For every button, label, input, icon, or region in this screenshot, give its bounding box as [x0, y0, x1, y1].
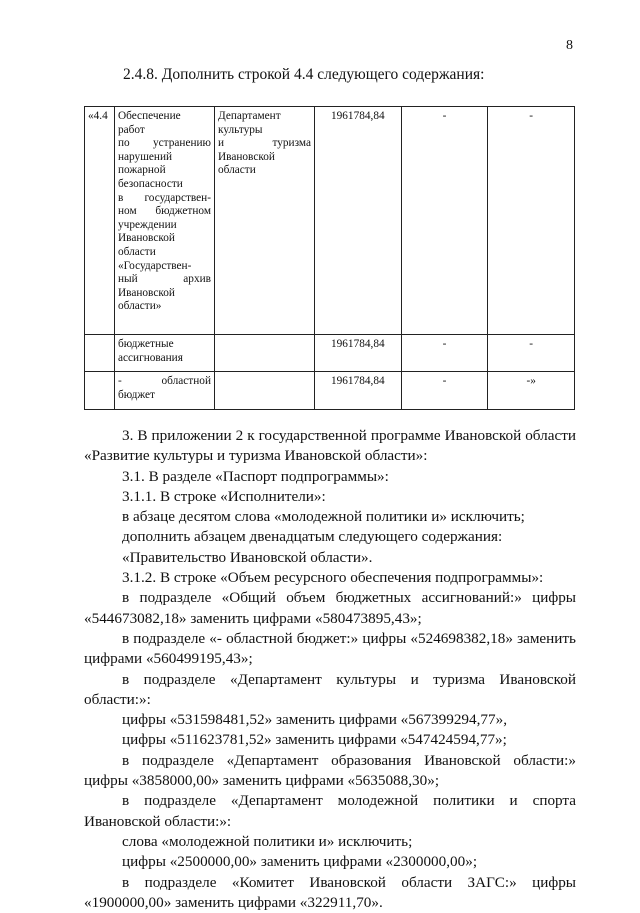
- cell-line: Ивановской: [118, 286, 175, 299]
- body-text: [84, 426, 576, 913]
- cell-line: бюджетные: [118, 338, 174, 350]
- year3-cell: -: [488, 107, 575, 335]
- cell-line: области: [118, 245, 156, 258]
- page-number: 8: [566, 38, 573, 53]
- year3-cell: -»: [488, 372, 575, 410]
- cell-line: культуры: [218, 123, 263, 136]
- cell-line: Обеспечение: [118, 110, 181, 122]
- executor-cell: [215, 107, 315, 335]
- amount-cell: 1961784,84: [315, 335, 402, 372]
- cell-line: нарушений: [118, 150, 173, 163]
- body-paragraph: в подразделе «Общий объем бюджетных ассигнований:» цифры «544673082,18» заменить цифрами «580473895,43»;: [84, 589, 576, 627]
- cell-line: пожарной: [118, 164, 166, 177]
- body-paragraph: в подразделе «Департамент образования Ивановской области:» цифры «3858000,00» заменить цифрами «5635088,30»;: [84, 751, 576, 790]
- row-name-cell: [115, 372, 215, 410]
- body-paragraph: цифры «531598481,52» заменить цифрами «567399294,77»,: [122, 711, 507, 729]
- body-paragraph: в подразделе «Департамент культуры и туризма Ивановской области:»:: [84, 670, 576, 708]
- cell-line: в государствен-: [118, 191, 211, 204]
- cell-line: бюджет: [118, 388, 155, 401]
- body-paragraph: цифры «2500000,00» заменить цифрами «2300000,00»;: [122, 853, 478, 871]
- body-paragraph: цифры «511623781,52» заменить цифрами «547424594,77»;: [122, 731, 507, 749]
- cell-line: ный архив: [118, 273, 211, 286]
- cell-line: ном бюджетном: [118, 205, 211, 218]
- body-paragraph: дополнить абзацем двенадцатым следующего содержания:: [122, 528, 503, 546]
- table-row: [85, 335, 575, 372]
- executor-cell: [215, 372, 315, 410]
- cell-line: Ивановской: [118, 232, 175, 245]
- body-paragraph: в подразделе «- областной бюджет:» цифры «524698382,18» заменить цифрами «560499195,43»;: [84, 629, 576, 668]
- cell-line: «Государствен-: [118, 259, 192, 272]
- table-row: [85, 107, 575, 335]
- body-paragraph: 3.1. В разделе «Паспорт подпрограммы»:: [122, 467, 389, 485]
- body-paragraph: в абзаце десятом слова «молодежной политики и» исключить;: [122, 508, 525, 526]
- body-paragraph: 3.1.2. В строке «Объем ресурсного обеспечения подпрограммы»:: [122, 569, 544, 587]
- body-paragraph: 3. В приложении 2 к государственной программе Ивановской области «Развитие культуры и туризма Ивановской области»:: [84, 427, 576, 465]
- year3-cell: -: [488, 335, 575, 372]
- year2-cell: -: [401, 107, 488, 335]
- amount-cell: 1961784,84: [315, 372, 402, 410]
- body-paragraph: в подразделе «Комитет Ивановской области ЗАГС:» цифры «1900000,00» заменить цифрами «322911,70».: [84, 873, 576, 911]
- cell-line: ассигнования: [118, 351, 183, 364]
- cell-line: по устранению: [118, 137, 211, 150]
- cell-line: Департамент: [218, 110, 281, 122]
- cell-line: области»: [118, 300, 162, 313]
- table-row: [85, 372, 575, 410]
- amendment-table: [84, 106, 575, 410]
- row-number-cell: [85, 335, 115, 372]
- cell-line: области: [218, 164, 256, 177]
- cell-line: учреждении: [118, 218, 177, 231]
- row-number-cell: [85, 372, 115, 410]
- cell-line: - областной: [118, 375, 211, 387]
- body-paragraph: «Правительство Ивановской области».: [122, 548, 373, 566]
- cell-line: и туризма: [218, 137, 311, 150]
- year2-cell: -: [401, 335, 488, 372]
- cell-line: Ивановской: [218, 150, 275, 163]
- body-paragraph: 3.1.1. В строке «Исполнители»:: [122, 487, 326, 505]
- executor-cell: [215, 335, 315, 372]
- year2-cell: -: [401, 372, 488, 410]
- amendment-heading: 2.4.8. Дополнить строкой 4.4 следующего содержания:: [123, 66, 485, 83]
- row-name-cell: [115, 107, 215, 335]
- body-paragraph: в подразделе «Департамент молодежной политики и спорта Ивановской области:»:: [84, 792, 576, 830]
- cell-line: работ: [118, 123, 145, 136]
- amount-cell: 1961784,84: [315, 107, 402, 335]
- row-name-cell: [115, 335, 215, 372]
- body-paragraph: слова «молодежной политики и» исключить;: [122, 832, 413, 850]
- row-number-cell: «4.4: [85, 107, 115, 335]
- cell-line: безопасности: [118, 177, 183, 190]
